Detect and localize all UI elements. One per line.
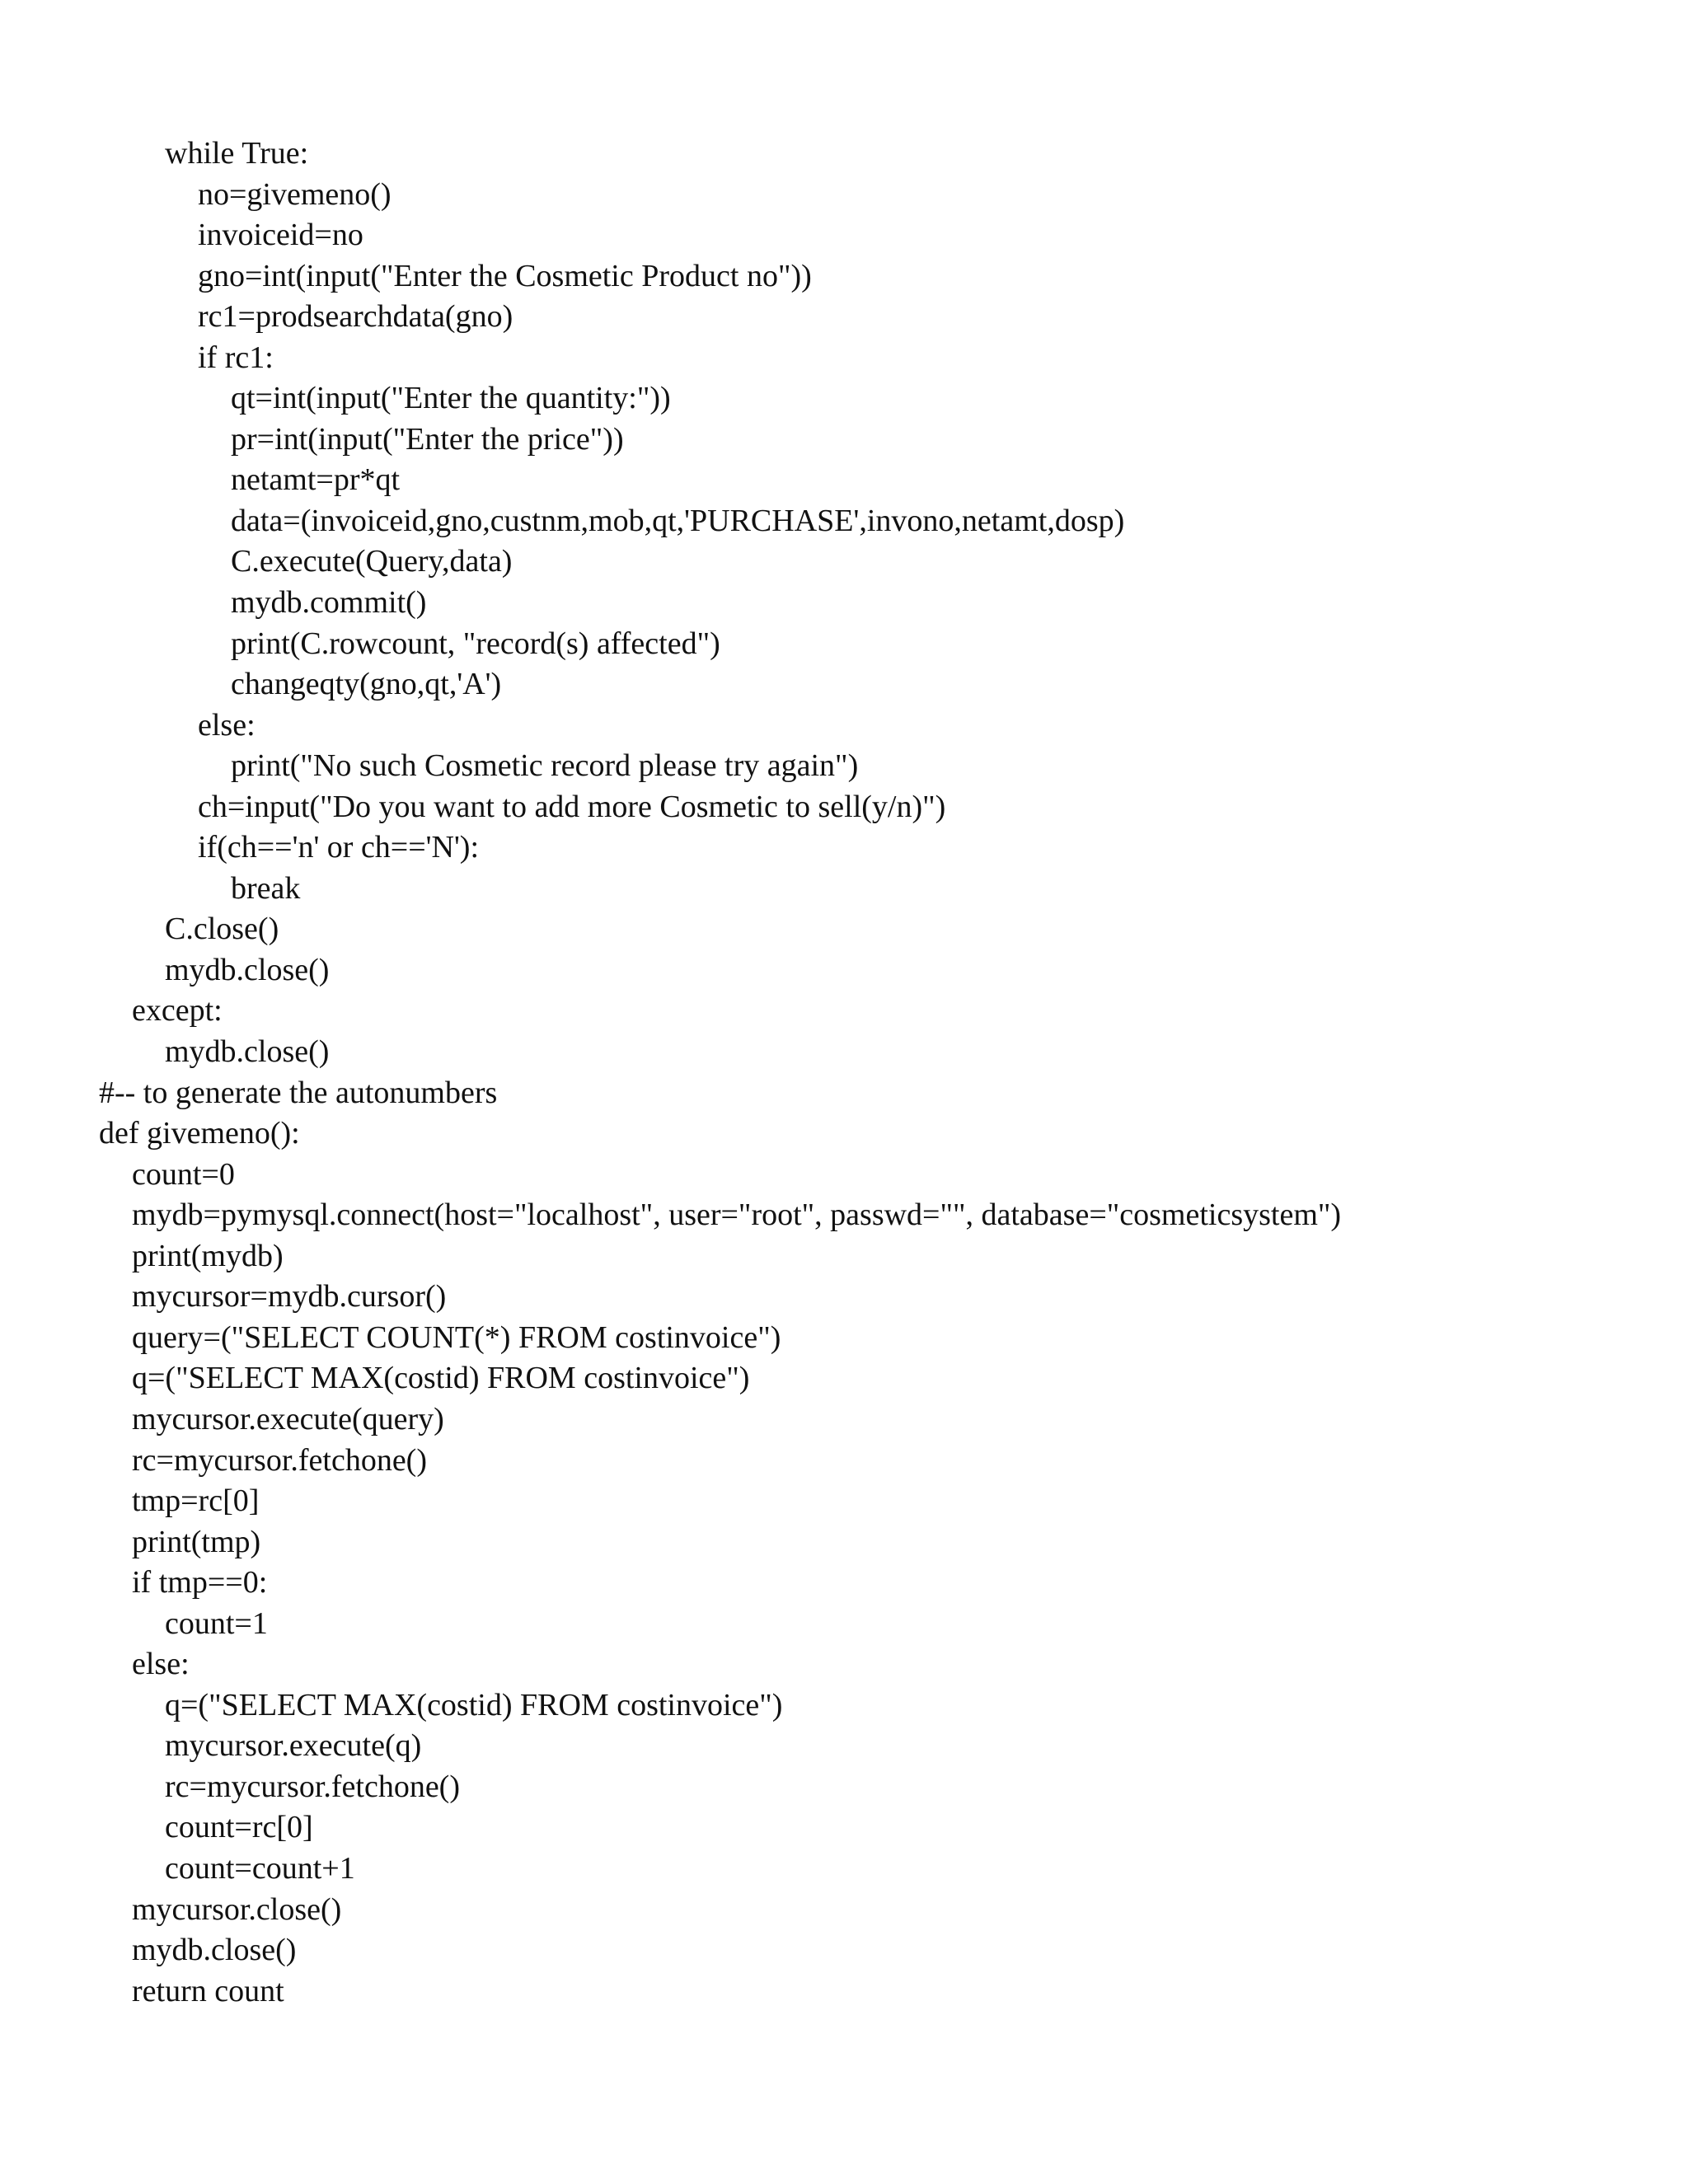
code-line-text: rc1=prodsearchdata(gno): [198, 299, 513, 335]
code-line-text: if rc1:: [198, 340, 274, 375]
code-line: [99, 419, 1341, 461]
code-line: [99, 1032, 1341, 1073]
code-line-text: count=1: [165, 1605, 268, 1641]
code-line-text: C.close(): [165, 912, 279, 947]
code-line-text: q=("SELECT MAX(costid) FROM costinvoice"): [165, 1687, 783, 1722]
code-line: [99, 1726, 1341, 1767]
code-line: [99, 827, 1341, 869]
code-line-text: data=(invoiceid,gno,custnm,mob,qt,'PURCHASE',invono,netamt,dosp): [231, 503, 1125, 538]
code-line-text: count=count+1: [165, 1850, 355, 1886]
code-line-text: ch=input("Do you want to add more Cosmetic to sell(y/n)"): [198, 789, 946, 824]
code-line-text: C.execute(Query,data): [231, 544, 513, 579]
code-line-text: mydb.close(): [165, 952, 330, 987]
code-line: [99, 909, 1341, 950]
code-line-text: print(tmp): [132, 1524, 261, 1559]
code-line: [99, 1849, 1341, 1890]
code-line-text: #-- to generate the autonumbers: [99, 1075, 498, 1110]
code-line: [99, 1807, 1341, 1849]
code-line: [99, 1767, 1341, 1808]
code-line: [99, 297, 1341, 338]
code-line-text: no=givemeno(): [198, 176, 392, 212]
code-line-text: print(C.rowcount, "record(s) affected"): [231, 626, 720, 661]
code-line: [99, 338, 1341, 379]
code-line: [99, 256, 1341, 298]
code-line: [99, 1195, 1341, 1236]
code-line: [99, 1441, 1341, 1482]
code-line-text: changeqty(gno,qt,'A'): [231, 667, 502, 702]
code-line: [99, 1073, 1341, 1114]
code-line-text: invoiceid=no: [198, 218, 363, 253]
code-line: [99, 664, 1341, 705]
code-line: [99, 950, 1341, 991]
code-line: [99, 541, 1341, 583]
code-line: [99, 378, 1341, 419]
code-line: [99, 1318, 1341, 1359]
code-line-text: if(ch=='n' or ch=='N'):: [198, 830, 480, 865]
code-line-text: else:: [198, 707, 256, 743]
code-line: [99, 1358, 1341, 1399]
code-line-text: count=rc[0]: [165, 1810, 313, 1845]
code-line-text: print(mydb): [132, 1238, 284, 1273]
code-line-text: return count: [132, 1973, 284, 2008]
code-line-text: rc=mycursor.fetchone(): [165, 1769, 460, 1804]
code-line-text: mydb=pymysql.connect(host="localhost", user="root", passwd="", database="cosmeticsystem"): [132, 1197, 1342, 1233]
code-line: [99, 1481, 1341, 1522]
code-line: [99, 583, 1341, 624]
code-line-text: mycursor=mydb.cursor(): [132, 1279, 447, 1315]
code-line: [99, 991, 1341, 1032]
code-line-text: query=("SELECT COUNT(*) FROM costinvoice"): [132, 1319, 781, 1355]
code-line: [99, 215, 1341, 256]
code-line-text: if tmp==0:: [132, 1565, 268, 1601]
code-line-text: mycursor.close(): [132, 1891, 342, 1927]
code-line: [99, 624, 1341, 665]
code-line-text: mydb.commit(): [231, 585, 427, 621]
code-line-text: count=0: [132, 1156, 235, 1192]
code-line-text: print("No such Cosmetic record please try again"): [231, 748, 859, 784]
code-line-text: mydb.close(): [165, 1034, 330, 1070]
code-line-text: mydb.close(): [132, 1933, 297, 1968]
code-line: [99, 1277, 1341, 1318]
code-line: [99, 134, 1341, 175]
code-line: [99, 1563, 1341, 1604]
code-line: [99, 1236, 1341, 1277]
code-line-text: pr=int(input("Enter the price")): [231, 421, 624, 457]
code-line: [99, 501, 1341, 542]
code-line: [99, 1930, 1341, 1971]
code-line: [99, 1522, 1341, 1563]
code-line-text: q=("SELECT MAX(costid) FROM costinvoice"): [132, 1361, 750, 1396]
code-line-text: def givemeno():: [99, 1116, 300, 1151]
code-line: [99, 746, 1341, 787]
code-line: [99, 1604, 1341, 1645]
code-line-text: qt=int(input("Enter the quantity:")): [231, 381, 671, 416]
code-line: [99, 175, 1341, 216]
code-line: [99, 1685, 1341, 1727]
code-line-text: mycursor.execute(query): [132, 1401, 444, 1436]
code-listing: [99, 134, 1341, 2012]
code-line: [99, 460, 1341, 501]
code-line: [99, 1644, 1341, 1685]
code-line: [99, 1971, 1341, 2013]
code-line-text: rc=mycursor.fetchone(): [132, 1442, 427, 1478]
code-line-text: break: [231, 870, 301, 906]
code-line: [99, 1113, 1341, 1155]
code-line: [99, 1399, 1341, 1441]
code-line-text: while True:: [165, 136, 309, 171]
code-line-text: else:: [132, 1647, 190, 1682]
code-line-text: netamt=pr*qt: [231, 462, 401, 498]
code-line: [99, 1890, 1341, 1931]
code-line: [99, 705, 1341, 747]
code-line-text: except:: [132, 993, 223, 1029]
code-line-text: gno=int(input("Enter the Cosmetic Product no")): [198, 258, 812, 293]
code-line: [99, 787, 1341, 828]
code-line-text: mycursor.execute(q): [165, 1728, 422, 1764]
code-line: [99, 869, 1341, 910]
code-line: [99, 1155, 1341, 1196]
code-line-text: tmp=rc[0]: [132, 1483, 260, 1519]
